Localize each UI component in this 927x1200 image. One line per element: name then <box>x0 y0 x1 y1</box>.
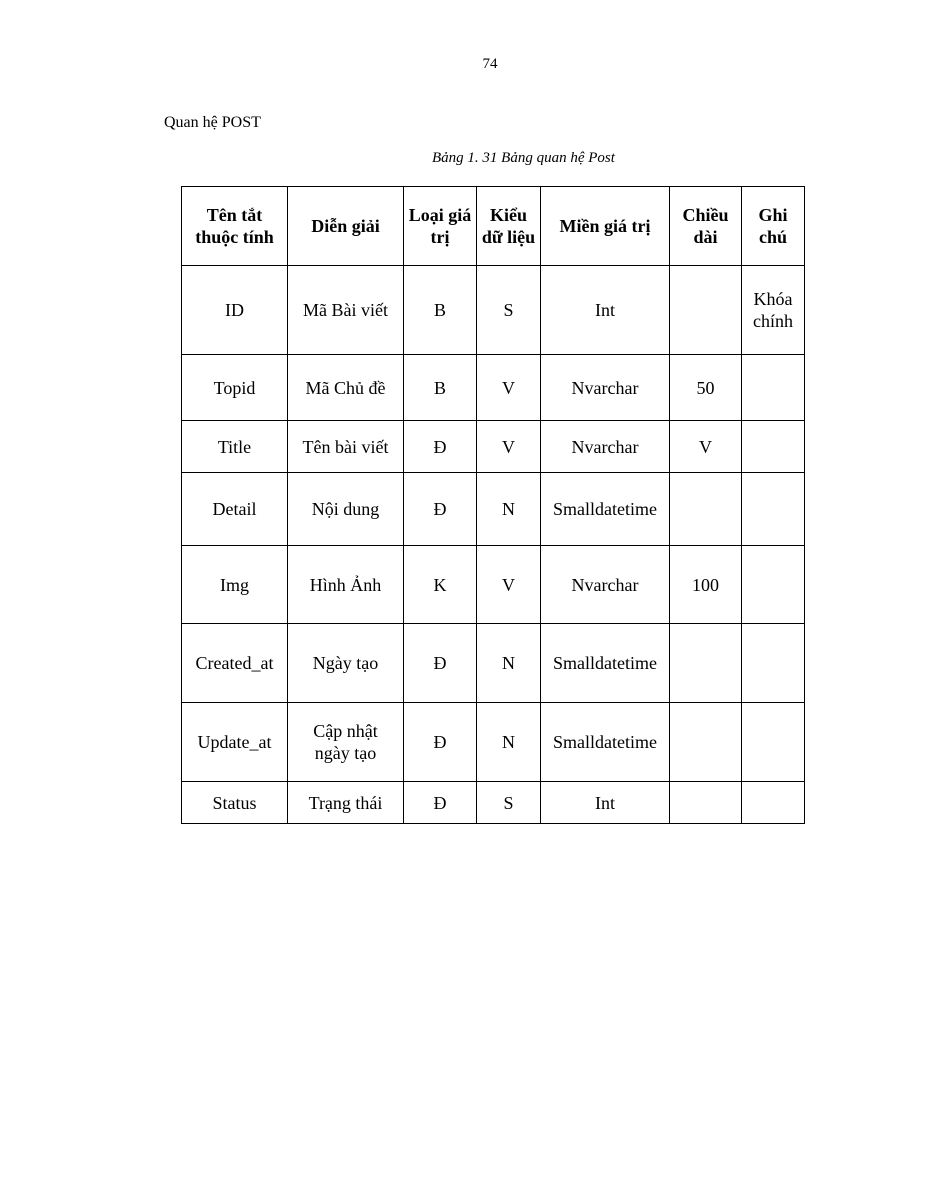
cell-data-type: S <box>477 782 541 824</box>
table-row <box>182 266 805 355</box>
cell-attribute-name: ID <box>182 266 288 355</box>
cell-description: Nội dung <box>288 473 404 546</box>
cell-value-type: B <box>404 355 477 421</box>
cell-value-type: B <box>404 266 477 355</box>
cell-attribute-name: Topid <box>182 355 288 421</box>
header-value-domain: Miền giá trị <box>541 187 670 266</box>
cell-value-domain: Int <box>541 782 670 824</box>
cell-value-type: Đ <box>404 624 477 703</box>
cell-value-type: Đ <box>404 473 477 546</box>
table-row <box>182 624 805 703</box>
cell-data-type: N <box>477 703 541 782</box>
table-row <box>182 703 805 782</box>
cell-value-domain: Int <box>541 266 670 355</box>
table-row <box>182 782 805 824</box>
cell-length: 100 <box>670 546 742 624</box>
header-length: Chiều dài <box>670 187 742 266</box>
cell-data-type: S <box>477 266 541 355</box>
cell-description: Ngày tạo <box>288 624 404 703</box>
cell-attribute-name: Img <box>182 546 288 624</box>
cell-length <box>670 782 742 824</box>
cell-value-domain: Smalldatetime <box>541 473 670 546</box>
table-header-row <box>182 187 805 266</box>
cell-attribute-name: Status <box>182 782 288 824</box>
page-number: 74 <box>482 56 498 72</box>
cell-data-type: N <box>477 624 541 703</box>
cell-data-type: V <box>477 546 541 624</box>
cell-note <box>742 473 805 546</box>
table-row <box>182 421 805 473</box>
cell-description: Mã Chủ đề <box>288 355 404 421</box>
cell-value-domain: Nvarchar <box>541 355 670 421</box>
cell-attribute-name: Detail <box>182 473 288 546</box>
cell-length <box>670 703 742 782</box>
cell-data-type: V <box>477 355 541 421</box>
header-attribute-name: Tên tắt thuộc tính <box>182 187 288 266</box>
cell-note: Khóa chính <box>742 266 805 355</box>
cell-description: Tên bài viết <box>288 421 404 473</box>
cell-length <box>670 266 742 355</box>
header-data-type: Kiểu dữ liệu <box>477 187 541 266</box>
cell-length <box>670 473 742 546</box>
cell-value-type: K <box>404 546 477 624</box>
cell-attribute-name: Update_at <box>182 703 288 782</box>
cell-data-type: V <box>477 421 541 473</box>
cell-length <box>670 624 742 703</box>
cell-note <box>742 421 805 473</box>
cell-note <box>742 355 805 421</box>
header-value-type: Loại giá trị <box>404 187 477 266</box>
cell-note <box>742 546 805 624</box>
cell-value-type: Đ <box>404 782 477 824</box>
cell-note <box>742 703 805 782</box>
cell-length: V <box>670 421 742 473</box>
cell-description: Hình Ảnh <box>288 546 404 624</box>
table-row <box>182 546 805 624</box>
table-row <box>182 355 805 421</box>
cell-description: Cập nhật ngày tạo <box>288 703 404 782</box>
header-description: Diễn giải <box>288 187 404 266</box>
table-caption: Bảng 1. 31 Bảng quan hệ Post <box>432 150 615 166</box>
cell-attribute-name: Title <box>182 421 288 473</box>
cell-value-domain: Smalldatetime <box>541 703 670 782</box>
header-note: Ghi chú <box>742 187 805 266</box>
cell-value-type: Đ <box>404 421 477 473</box>
cell-attribute-name: Created_at <box>182 624 288 703</box>
table-row <box>182 473 805 546</box>
cell-length: 50 <box>670 355 742 421</box>
cell-note <box>742 782 805 824</box>
cell-note <box>742 624 805 703</box>
post-relation-table <box>181 186 805 824</box>
cell-value-type: Đ <box>404 703 477 782</box>
section-title: Quan hệ POST <box>164 114 261 131</box>
cell-value-domain: Smalldatetime <box>541 624 670 703</box>
cell-value-domain: Nvarchar <box>541 546 670 624</box>
cell-description: Trạng thái <box>288 782 404 824</box>
cell-value-domain: Nvarchar <box>541 421 670 473</box>
cell-data-type: N <box>477 473 541 546</box>
cell-description: Mã Bài viết <box>288 266 404 355</box>
